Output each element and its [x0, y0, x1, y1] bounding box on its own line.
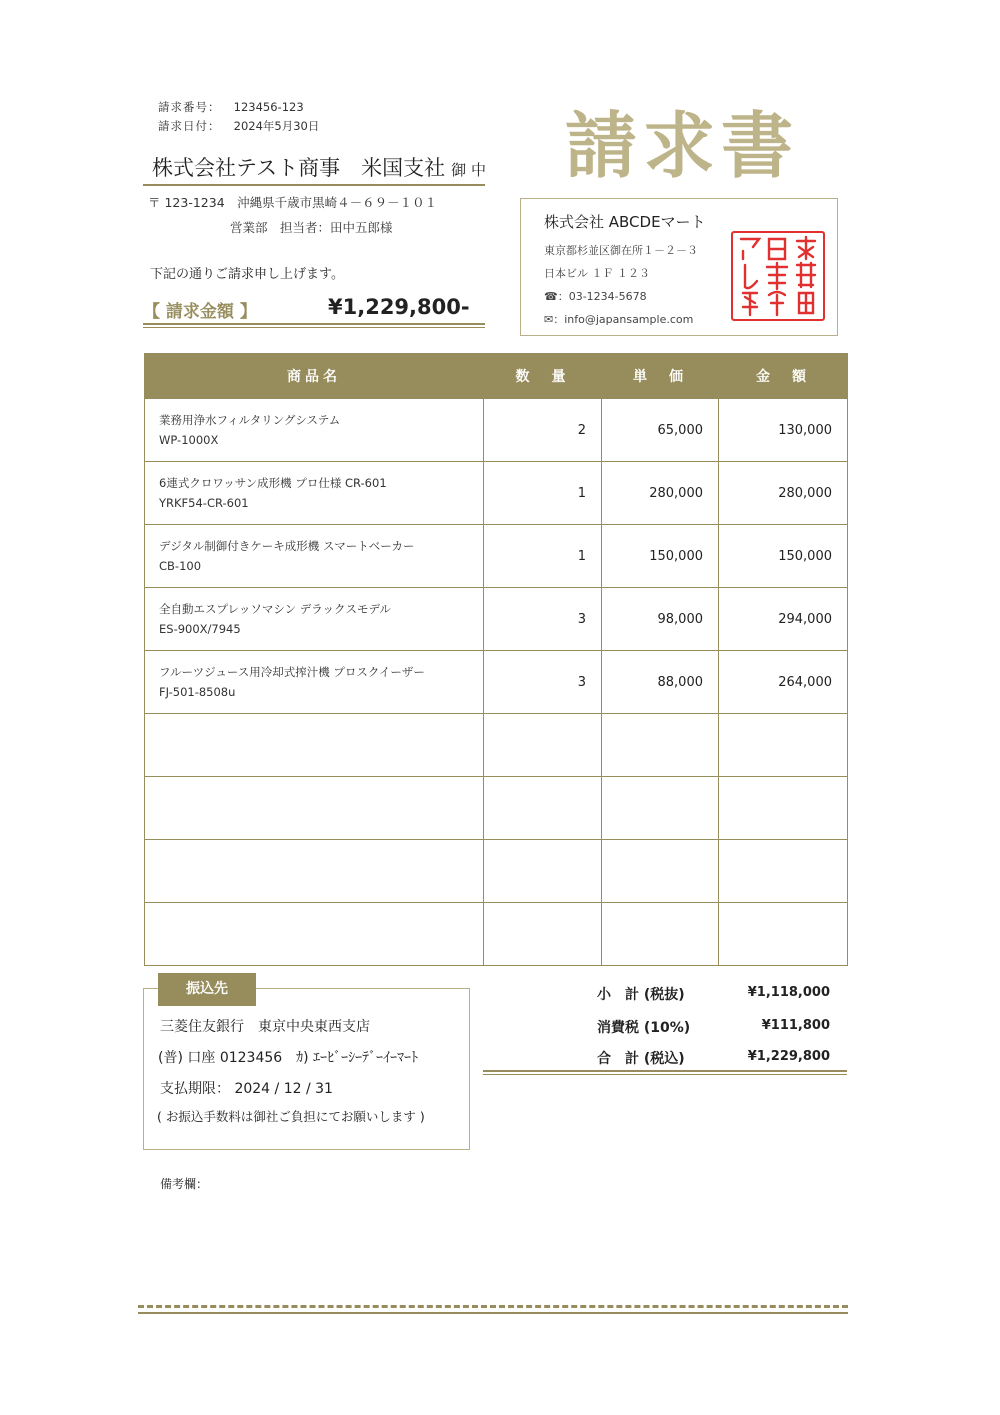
item-name: 6連式クロワッサン成形機 プロ仕様 CR-601 — [159, 476, 387, 490]
seal-glyph-graphic — [733, 233, 823, 319]
item-code: YRKF54-CR-601 — [159, 496, 249, 510]
item-name-cell — [145, 462, 484, 525]
empty-row — [145, 714, 848, 777]
invoice-number-row — [158, 99, 304, 115]
bank-fee-note: ( お振込手数料は御社ご負担にてお願いします ) — [157, 1109, 425, 1124]
table-row — [145, 462, 848, 525]
item-unit-price: 65,000 — [602, 399, 719, 462]
client-name-block — [152, 152, 486, 182]
empty-cell — [484, 903, 602, 966]
item-name-cell — [145, 399, 484, 462]
invoice-message: 下記の通りご請求申し上げます。 — [150, 267, 344, 282]
invoice-date-label: 請求日付： — [158, 119, 221, 133]
empty-cell — [484, 840, 602, 903]
empty-row — [145, 777, 848, 840]
invoice-title: 請求書 — [565, 103, 800, 188]
item-name: フルーツジュース用冷却式搾汁機 プロスクイーザー — [159, 665, 425, 679]
company-seal-stamp — [731, 231, 825, 321]
item-amount: 150,000 — [719, 525, 848, 588]
header-product-name: 商品名 — [145, 354, 484, 399]
issuer-phone: ☎：03-1234-5678 — [544, 290, 647, 303]
client-underline — [143, 184, 485, 186]
issuer-address2: 日本ビル １Ｆ １２３ — [544, 267, 650, 280]
item-code: FJ-501-8508u — [159, 685, 236, 699]
empty-cell — [602, 840, 719, 903]
item-amount: 294,000 — [719, 588, 848, 651]
item-name: 業務用浄水フィルタリングシステム — [159, 413, 341, 427]
empty-cell — [719, 777, 848, 840]
item-qty: 3 — [484, 651, 602, 714]
table-row — [145, 651, 848, 714]
issuer-box — [520, 198, 838, 336]
total-amount: ¥1,229,800- — [328, 295, 470, 319]
total-underline — [143, 323, 485, 325]
client-name: 株式会社テスト商事 米国支社 — [152, 156, 446, 180]
grand-total-label: 合 計 (税込) — [597, 1051, 685, 1067]
item-unit-price: 88,000 — [602, 651, 719, 714]
item-qty: 1 — [484, 525, 602, 588]
item-unit-price: 98,000 — [602, 588, 719, 651]
item-code: WP-1000X — [159, 433, 219, 447]
empty-cell — [719, 840, 848, 903]
header-quantity: 数 量 — [484, 354, 602, 399]
bank-account: (普) 口座 0123456 ｶ) ｴｰﾋﾞｰｼｰﾃﾞｰｲｰﾏｰﾄ — [158, 1050, 419, 1066]
client-contact: 営業部 担当者：田中五郎様 — [230, 220, 393, 235]
footer-dashed-rule — [138, 1305, 848, 1308]
bank-name: 三菱住友銀行 東京中央東西支店 — [160, 1019, 370, 1035]
subtotal-value: ¥1,118,000 — [747, 985, 830, 1000]
item-code: ES-900X/7945 — [159, 622, 241, 636]
header-unit-price: 単 価 — [602, 354, 719, 399]
item-qty: 1 — [484, 462, 602, 525]
empty-cell — [602, 903, 719, 966]
bank-transfer-tag: 振込先 — [158, 973, 256, 1006]
item-qty: 3 — [484, 588, 602, 651]
total-underline-thin — [143, 327, 485, 328]
invoice-date: 2024年5月30日 — [233, 119, 320, 133]
footer-solid-rule — [138, 1312, 848, 1314]
item-name-cell — [145, 651, 484, 714]
empty-cell — [484, 777, 602, 840]
items-table-header — [145, 354, 848, 399]
empty-cell — [719, 903, 848, 966]
item-name-cell — [145, 588, 484, 651]
issuer-address1: 東京都杉並区御在所１－２－３ — [544, 244, 698, 257]
bank-transfer-box — [143, 988, 470, 1150]
items-table — [144, 353, 848, 966]
grand-total-value: ¥1,229,800 — [747, 1049, 830, 1064]
invoice-number: 123456-123 — [233, 100, 304, 114]
empty-row — [145, 903, 848, 966]
empty-cell — [602, 777, 719, 840]
item-amount: 280,000 — [719, 462, 848, 525]
item-unit-price: 150,000 — [602, 525, 719, 588]
invoice-number-label: 請求番号： — [158, 100, 221, 114]
empty-cell — [719, 714, 848, 777]
issuer-name: 株式会社 ABCDEマート — [544, 213, 706, 231]
item-unit-price: 280,000 — [602, 462, 719, 525]
empty-cell — [145, 714, 484, 777]
empty-cell — [145, 777, 484, 840]
header-amount: 金 額 — [719, 354, 848, 399]
client-address: 〒 123-1234 沖縄県千歳市黒崎４－６９－１０１ — [148, 195, 438, 210]
empty-cell — [484, 714, 602, 777]
total-label: 【 請求金額 】 — [143, 302, 257, 322]
item-code: CB-100 — [159, 559, 202, 573]
item-qty: 2 — [484, 399, 602, 462]
client-suffix: 御 中 — [451, 161, 486, 179]
item-amount: 264,000 — [719, 651, 848, 714]
item-name: 全自動エスプレッソマシン デラックスモデル — [159, 602, 391, 616]
invoice-date-row — [158, 118, 319, 134]
empty-cell — [145, 840, 484, 903]
summary-underline-thin — [483, 1074, 847, 1075]
table-row — [145, 588, 848, 651]
tax-label: 消費税 (10%) — [597, 1020, 691, 1036]
table-row — [145, 399, 848, 462]
issuer-email: ✉：info@japansample.com — [544, 313, 694, 326]
subtotal-label: 小 計 (税抜) — [597, 987, 685, 1003]
notes-label: 備考欄： — [160, 1177, 209, 1191]
payment-due: 支払期限： 2024 / 12 / 31 — [160, 1081, 333, 1097]
item-name: デジタル制御付きケーキ成形機 スマートベーカー — [159, 539, 415, 553]
tax-value: ¥111,800 — [761, 1018, 830, 1033]
summary-underline — [483, 1070, 847, 1072]
table-row — [145, 525, 848, 588]
item-name-cell — [145, 525, 484, 588]
empty-cell — [145, 903, 484, 966]
empty-cell — [602, 714, 719, 777]
empty-row — [145, 840, 848, 903]
item-amount: 130,000 — [719, 399, 848, 462]
